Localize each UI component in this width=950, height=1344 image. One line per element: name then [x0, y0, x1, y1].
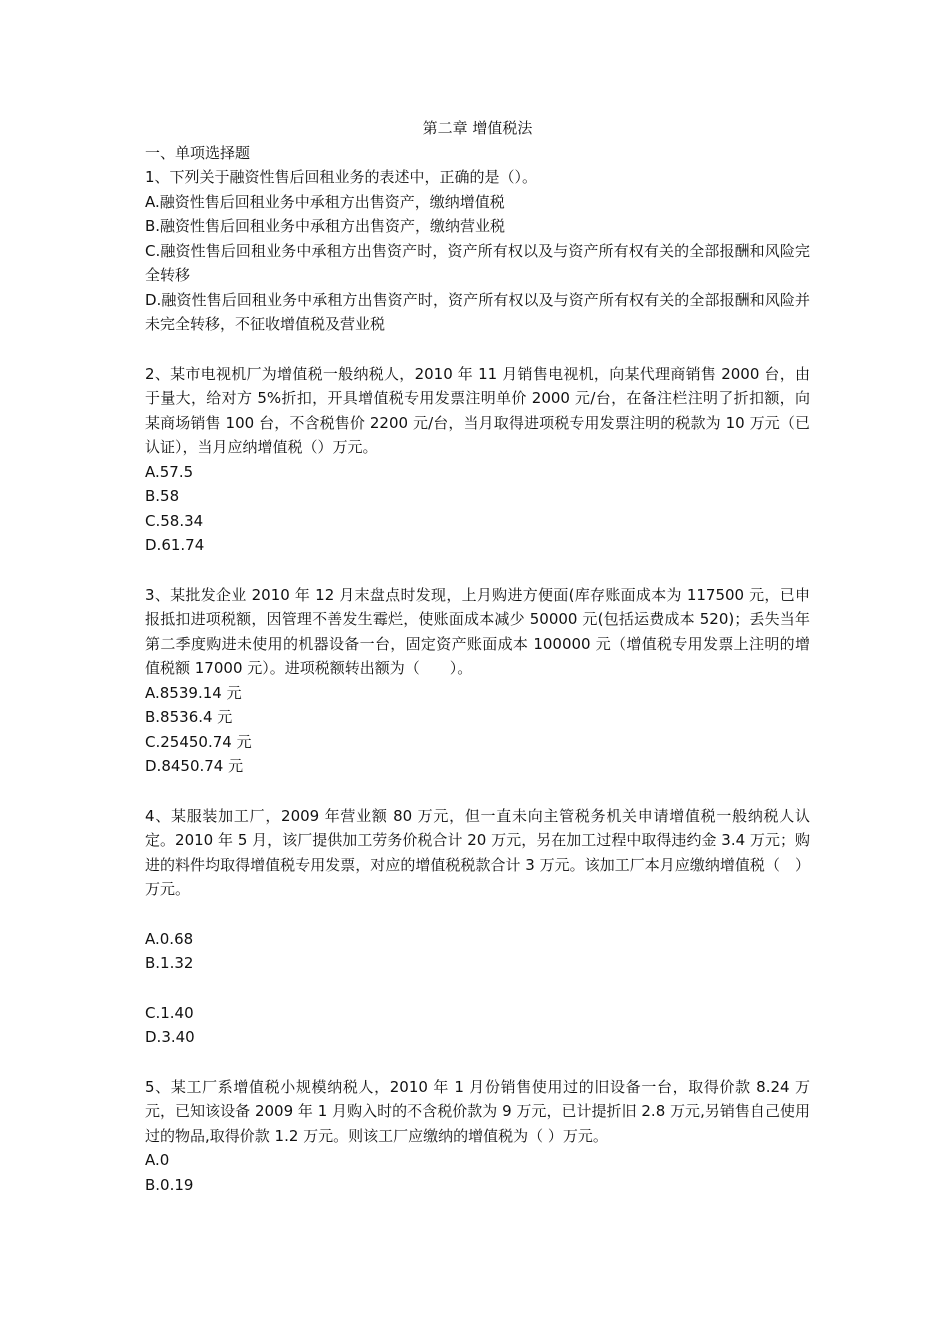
spacer: [145, 902, 810, 927]
question-stem: 3、某批发企业 2010 年 12 月末盘点时发现，上月购进方便面(库存账面成本为 117500 元，已申报抵扣进项税额，因管理不善发生霉烂，使账面成本减少 50000 元(包括运费成本 520)；丢失当年第二季度购进未使用的机器设备一台，固定资产账面成本 100000 元（增值税专用发票上注明的增值税额 17000 元）。进项税额转出额为（ ）。: [145, 585, 810, 677]
document-page: [145, 116, 810, 1197]
option-d: D.融资性售后回租业务中承租方出售资产时，资产所有权以及与资产所有权有关的全部报酬和风险并未完全转移，不征收增值税及营业税: [145, 290, 810, 333]
spacer: [145, 976, 810, 1001]
option-d: D.3.40: [145, 1028, 195, 1046]
question-1: [145, 165, 810, 337]
option-c: C.58.34: [145, 511, 204, 530]
question-3: [145, 583, 810, 779]
option-c: C.25450.74 元: [145, 732, 252, 751]
option-d: D.61.74: [145, 536, 205, 554]
question-stem: 4、某服装加工厂，2009 年营业额 80 万元，但一直未向主管税务机关申请增值税一般纳税人认定。2010 年 5 月，该厂提供加工劳务价税合计 20 万元，另在加工过程中取得违约金 3.4 万元；购进的料件均取得增值税专用发票，对应的增值税税款合计 3 万元。该加工厂本月应缴纳增值税（ ）万元。: [145, 806, 810, 898]
option-d: D.8450.74 元: [145, 757, 244, 775]
option-a: A.8539.14 元: [145, 683, 242, 702]
option-b: B.0.19: [145, 1175, 194, 1194]
spacer: [145, 779, 810, 804]
option-c: C.融资性售后回租业务中承租方出售资产时，资产所有权以及与资产所有权有关的全部报酬和风险完全转移: [145, 241, 810, 284]
option-a: A.0.68: [145, 929, 194, 948]
option-b: B.8536.4 元: [145, 708, 233, 726]
question-5: [145, 1075, 810, 1198]
option-a: A.57.5: [145, 462, 194, 481]
chapter-title: 第二章 增值税法: [422, 119, 533, 137]
option-a: A.融资性售后回租业务中承租方出售资产，缴纳增值税: [145, 192, 505, 211]
option-b: B.58: [145, 487, 180, 505]
spacer: [145, 337, 810, 362]
option-a: A.0: [145, 1151, 170, 1169]
option-c: C.1.40: [145, 1003, 194, 1022]
spacer: [145, 558, 810, 583]
question-2: [145, 362, 810, 558]
question-stem: 2、某市电视机厂为增值税一般纳税人，2010 年 11 月销售电视机，向某代理商销售 2000 台，由于量大，给对方 5%折扣，开具增值税专用发票注明单价 2000 元/台，在备注栏注明了折扣额，向某商场销售 100 台，不含税售价 2200 元/台，当月取得进项税专用发票注明的税款为 10 万元（已认证），当月应纳增值税（）万元。: [145, 364, 810, 456]
section-heading: 一、单项选择题: [145, 143, 251, 162]
option-b: B.1.32: [145, 954, 194, 972]
question-stem: 5、某工厂系增值税小规模纳税人，2010 年 1 月份销售使用过的旧设备一台，取得价款 8.24 万元，已知该设备 2009 年 1 月购入时的不含税价款为 9 万元，已计提折旧 2.8 万元,另销售自己使用过的物品,取得价款 1.2 万元。则该工厂应缴纳的增值税为（ ）万元。: [145, 1077, 810, 1145]
question-stem: 1、下列关于融资性售后回租业务的表述中，正确的是（）。: [145, 168, 538, 186]
spacer: [145, 1050, 810, 1075]
question-4: [145, 804, 810, 1050]
option-b: B.融资性售后回租业务中承租方出售资产，缴纳营业税: [145, 217, 506, 235]
